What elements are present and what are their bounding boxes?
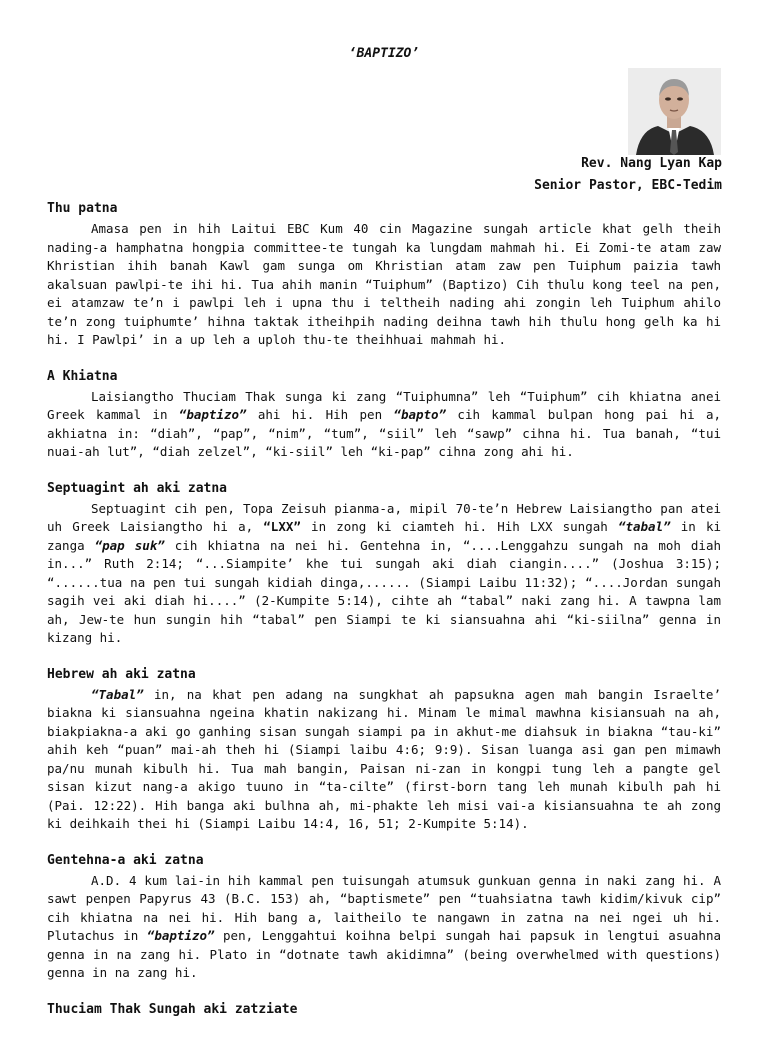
section-heading: Thu patna (47, 201, 118, 216)
section-thu-patna (47, 200, 721, 350)
section-hebrew (47, 666, 721, 834)
section-heading: Hebrew ah aki zatna (47, 666, 196, 682)
emphasized-term: “tabal” (617, 519, 671, 534)
author-name: Rev. Nang Lyan Kap (581, 156, 722, 171)
author-role: Senior Pastor, EBC-Tedim (534, 178, 722, 193)
section-a-khiatna (47, 368, 721, 462)
section-thuciam-thak (47, 1001, 721, 1019)
section-paragraph: Laisiangtho Thuciam Thak sunga ki zang “Tuiphumna” leh “Tuiphum” cih khiatna anei Greek kammal in “baptizo” ahi hi. Hih pen “bapto” cih kammal bulpan hong pai hi a, akhiatna in: “diah”, “pap”, “nim”, “tum”, “siil” leh “sawp” cihna hi. Tua banah, “tui nuai-ah lut”, “diah zelzel”, “ki-siil” leh “ki-pap” cihna zong ahi hi. (47, 388, 721, 459)
emphasized-term: “baptizo” (178, 407, 247, 422)
author-photo (628, 68, 721, 155)
document-title: ‘BAPTIZO’ (348, 46, 420, 61)
article-body (47, 200, 721, 1037)
emphasized-term: “LXX” (263, 519, 301, 534)
emphasized-term: “pap suk” (94, 537, 165, 553)
section-gentehna (47, 852, 721, 983)
emphasized-term: “baptizo” (146, 928, 215, 943)
section-heading: Septuagint ah aki zatna (47, 480, 228, 496)
section-heading: Gentehna-a aki zatna (47, 852, 204, 868)
section-septuagint (47, 480, 721, 648)
section-paragraph: Septuagint cih pen, Topa Zeisuh pianma-a, mipil 70-te’n Hebrew Laisiangtho pan atei uh Greek Laisiangtho hi a, “LXX” in zong ki ciamteh hi. Hih LXX sungah “tabal” in ki zanga “pap suk” cih khiatna na nei hi. Gentehna in, “....Lenggahzu sungah na moh diah in...” Ruth 2:14; “...Siampite’ khe tui sungah aki diah ciangin....” (Joshua 3:15); “......tua na pen tui sungah kidiah dinga,...... (Siampi Laibu 11:32); “....Jordan sungah sagih vei aki diah hi....” (2-Kumpite 5:14), cihte ah “tabal” naki zang hi. A tawpna lam ah, Jew-te hun sungin hih “tabal” pen Siampi te ki siansuahna ahi “ki-siilna” genna in kizang hi. (47, 500, 722, 645)
section-paragraph: A.D. 4 kum lai-in hih kammal pen tuisungah atumsuk gunkuan genna in naki zang hi. A sawt penpen Papyrus 43 (B.C. 153) ah, “baptismete” pen “tuahsiatna tawh kidim/kivuk cip” cih khiatna na nei hi. Hih bang a, laitheilo te nangawn in zatna na nei ngei uh hi. Plutachus in “baptizo” pen, Lenggahtui koihna belpi sungah hai papsuk in lengtui asuahna genna in na zang hi. Plato in “dotnate tawh akidimna” (being overwhelmed with questions) genna in na zang hi. (47, 872, 721, 980)
section-heading: Thuciam Thak Sungah aki zatziate (47, 1001, 298, 1017)
section-paragraph: “Tabal” in, na khat pen adang na sungkhat ah papsukna agen mah bangin Israelte’ biakna ki siansuahna ngeina khatin nakizang hi. Minam le mimal mawhna kisiansuah na ah, biakpiakna-a aki go ganhing sisan sungah siampi pa in akhut-me diahsuk in biakna “tau-ki” ahih keh “puan” mai-ah theh hi (Siampi laibu 4:6; 9:9). Sisan luanga asi gan pen mimawh pa/nu munah kibulh hi. Tua mah bangin, Paisan ni-zan in kongpi tung leh a pangte gel sisan kizut nang-a akigo tuuno in “ta-cilte” (first-born tang leh munah kibulh pah hi (Pai. 12:22). Hih banga aki bulhna ah, mi-phakte leh misi vai-a kisiansuahna te ah zong ki deihkaih thei hi (Siampi Laibu 14:4, 16, 51; 2-Kumpite 5:14). (47, 686, 721, 831)
section-heading: A Khiatna (47, 368, 118, 384)
author-portrait-image (628, 68, 721, 155)
section-paragraph: Amasa pen in hih Laitui EBC Kum 40 cin Magazine sungah article khat gelh theih nading-a hamphatna hongpia committee-te tungah ka lungdam mahmah hi. Ei Zomi-te atam zaw Khristian ihih banah Kawl gam sunga om Khristian atam zaw pen Tuiphum paizia tawh akalsuan pawlpi-te ihi hi. Tua ahih manin “Tuiphum” (Baptizo) Cih thulu kong teel na pen, ei atamzaw te’n i pawlpi leh i upna thu i teltheih nading ahi zongin leh Tuiphum ahilo te’n zong tuiphumte’ hihna taktak itheihpih nading deihna tawh hih thulu hong gelh ka hi hi. I Pawlpi’ in a up leh a uploh thu-te theihhuai mahmah hi. (47, 221, 721, 347)
emphasized-term: “Tabal” (91, 686, 144, 702)
emphasized-term: “bapto” (393, 407, 447, 422)
